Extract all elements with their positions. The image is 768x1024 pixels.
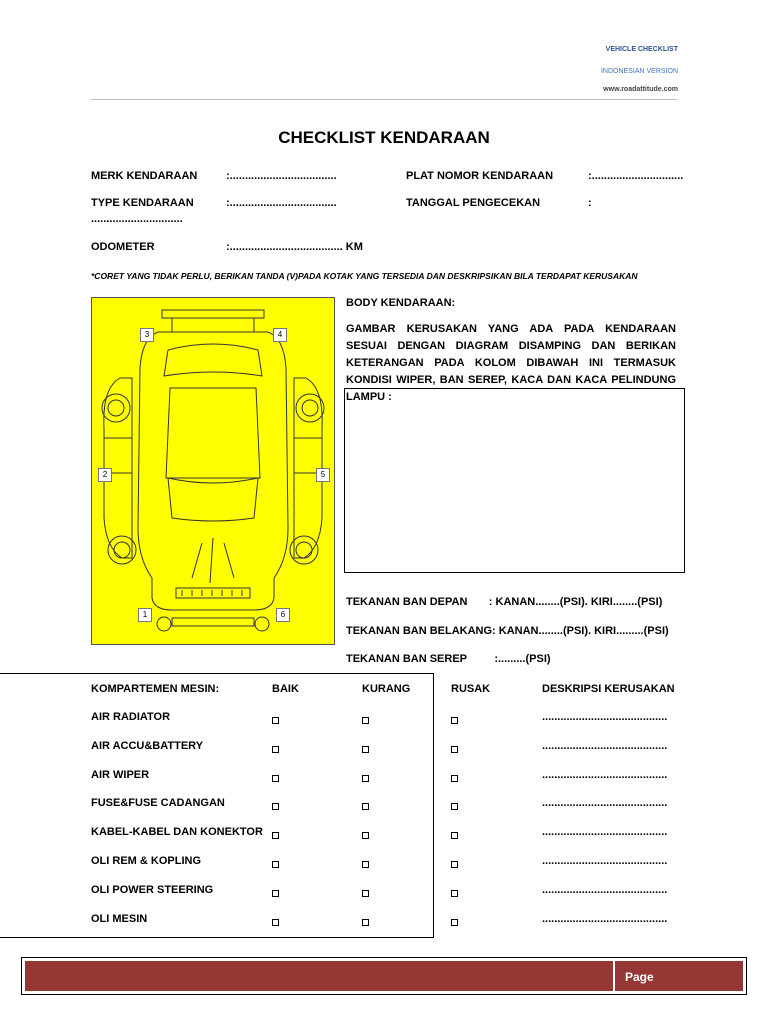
table-row-item: FUSE&FUSE CADANGAN	[91, 797, 225, 809]
checkbox-kurang[interactable]	[362, 859, 369, 871]
header-doc-title: VEHICLE CHECKLIST	[605, 46, 678, 53]
table-row-description[interactable]: .........................................	[542, 797, 668, 809]
merk-label: MERK KENDARAAN	[91, 170, 198, 182]
diagram-zone-1[interactable]: 1	[138, 608, 152, 622]
table-row-item: AIR ACCU&BATTERY	[91, 740, 204, 752]
checkbox-icon	[451, 746, 458, 753]
checkbox-icon	[272, 803, 279, 810]
tire-rear-pressure[interactable]: TEKANAN BAN BELAKANG: KANAN........(PSI). KIRI.........(PSI)	[346, 625, 669, 637]
checkbox-icon	[272, 861, 279, 868]
checkbox-icon	[272, 775, 279, 782]
odometer-label: ODOMETER	[91, 241, 155, 253]
checkbox-icon	[451, 890, 458, 897]
table-row-description[interactable]: .........................................	[542, 855, 668, 867]
checkbox-rusak[interactable]	[451, 773, 458, 785]
header-url: www.roadattitude.com	[603, 86, 678, 93]
table-row-item: KABEL-KABEL DAN KONEKTOR	[91, 826, 263, 838]
checkbox-baik[interactable]	[272, 715, 279, 727]
header-version: INDONESIAN VERSION	[600, 68, 678, 75]
checkbox-icon	[272, 746, 279, 753]
checkbox-icon	[362, 861, 369, 868]
checkbox-icon	[272, 717, 279, 724]
checkbox-kurang[interactable]	[362, 773, 369, 785]
table-row-item: OLI REM & KOPLING	[91, 855, 201, 867]
checkbox-baik[interactable]	[272, 773, 279, 785]
damage-description-box[interactable]	[344, 388, 685, 573]
diagram-zone-5[interactable]: 5	[316, 468, 330, 482]
body-heading: BODY KENDARAAN:	[346, 297, 456, 309]
checkbox-icon	[272, 832, 279, 839]
plat-field[interactable]: :..............................	[588, 170, 684, 182]
tire-front-pressure[interactable]: TEKANAN BAN DEPAN : KANAN........(PSI). KIRI........(PSI)	[346, 596, 663, 608]
table-header-item: KOMPARTEMEN MESIN:	[91, 683, 220, 695]
table-row-item: AIR WIPER	[91, 769, 150, 781]
table-header-rusak: RUSAK	[451, 683, 491, 695]
vehicle-diagram[interactable]	[91, 297, 335, 645]
checkbox-rusak[interactable]	[451, 859, 458, 871]
table-row-description[interactable]: .........................................	[542, 826, 668, 838]
checkbox-icon	[451, 803, 458, 810]
diagram-zone-6[interactable]: 6	[276, 608, 290, 622]
checkbox-icon	[362, 832, 369, 839]
checkbox-baik[interactable]	[272, 888, 279, 900]
checkbox-icon	[451, 919, 458, 926]
diagram-zone-2[interactable]: 2	[98, 468, 112, 482]
merk-field[interactable]: :...................................	[226, 170, 337, 182]
checkbox-icon	[362, 890, 369, 897]
instruction-note: *CORET YANG TIDAK PERLU, BERIKAN TANDA (V)PADA KOTAK YANG TERSEDIA DAN DESKRIPSIKAN BILA TERDAPAT KERUSAKAN	[91, 271, 638, 281]
table-row-description[interactable]: .........................................	[542, 711, 668, 723]
footer-fill	[25, 961, 743, 991]
footer-page-label: Page	[625, 970, 654, 984]
table-row-description[interactable]: .........................................	[542, 884, 668, 896]
checkbox-icon	[362, 919, 369, 926]
diagram-zone-3[interactable]: 3	[140, 328, 154, 342]
checkbox-icon	[451, 832, 458, 839]
type-label: TYPE KENDARAAN	[91, 197, 194, 209]
type-field[interactable]: :...................................	[226, 197, 337, 209]
table-header-kurang: KURANG	[362, 683, 411, 695]
checkbox-icon	[362, 775, 369, 782]
table-header-baik: BAIK	[272, 683, 299, 695]
checkbox-baik[interactable]	[272, 859, 279, 871]
checkbox-rusak[interactable]	[451, 888, 458, 900]
checkbox-baik[interactable]	[272, 830, 279, 842]
checkbox-rusak[interactable]	[451, 917, 458, 929]
checkbox-icon	[362, 717, 369, 724]
tanggal-label: TANGGAL PENGECEKAN	[406, 197, 541, 209]
tire-spare-pressure[interactable]: TEKANAN BAN SEREP :.........(PSI)	[346, 653, 551, 665]
checkbox-icon	[272, 890, 279, 897]
checkbox-kurang[interactable]	[362, 715, 369, 727]
checkbox-kurang[interactable]	[362, 917, 369, 929]
checkbox-icon	[451, 861, 458, 868]
table-header-deskripsi: DESKRIPSI KERUSAKAN	[542, 683, 675, 695]
table-row-item: AIR RADIATOR	[91, 711, 171, 723]
type-field-continued[interactable]: ..............................	[91, 213, 183, 225]
footer-bar	[21, 957, 747, 995]
diagram-zone-4[interactable]: 4	[273, 328, 287, 342]
checkbox-kurang[interactable]	[362, 744, 369, 756]
checkbox-kurang[interactable]	[362, 830, 369, 842]
checkbox-rusak[interactable]	[451, 801, 458, 813]
checkbox-rusak[interactable]	[451, 744, 458, 756]
table-row-description[interactable]: .........................................	[542, 769, 668, 781]
checkbox-icon	[451, 775, 458, 782]
checkbox-rusak[interactable]	[451, 715, 458, 727]
checkbox-kurang[interactable]	[362, 888, 369, 900]
checkbox-kurang[interactable]	[362, 801, 369, 813]
table-row-description[interactable]: .........................................	[542, 740, 668, 752]
odometer-field[interactable]: :..................................... KM	[226, 241, 363, 253]
tanggal-field[interactable]: :	[588, 197, 592, 209]
checkbox-icon	[362, 746, 369, 753]
checkbox-icon	[451, 717, 458, 724]
checkbox-icon	[272, 919, 279, 926]
checkbox-rusak[interactable]	[451, 830, 458, 842]
footer-separator	[613, 961, 615, 991]
table-row-description[interactable]: .........................................	[542, 913, 668, 925]
table-row-item: OLI MESIN	[91, 913, 148, 925]
car-outline-icon	[92, 298, 334, 644]
page-title: CHECKLIST KENDARAAN	[278, 128, 490, 147]
checkbox-baik[interactable]	[272, 801, 279, 813]
header-divider	[91, 99, 677, 100]
table-row-item: OLI POWER STEERING	[91, 884, 214, 896]
checkbox-icon	[362, 803, 369, 810]
checkbox-baik[interactable]	[272, 917, 279, 929]
checkbox-baik[interactable]	[272, 744, 279, 756]
body-instructions: GAMBAR KERUSAKAN YANG ADA PADA KENDARAAN SESUAI DENGAN DIAGRAM DISAMPING DAN BERIKAN KETERANGAN PADA KOLOM DIBAWAH INI TERMASUK KONDISI WIPER, BAN SEREP, KACA DAN KACA PELINDUNG LAMPU :	[346, 323, 676, 403]
plat-label: PLAT NOMOR KENDARAAN	[406, 170, 554, 182]
